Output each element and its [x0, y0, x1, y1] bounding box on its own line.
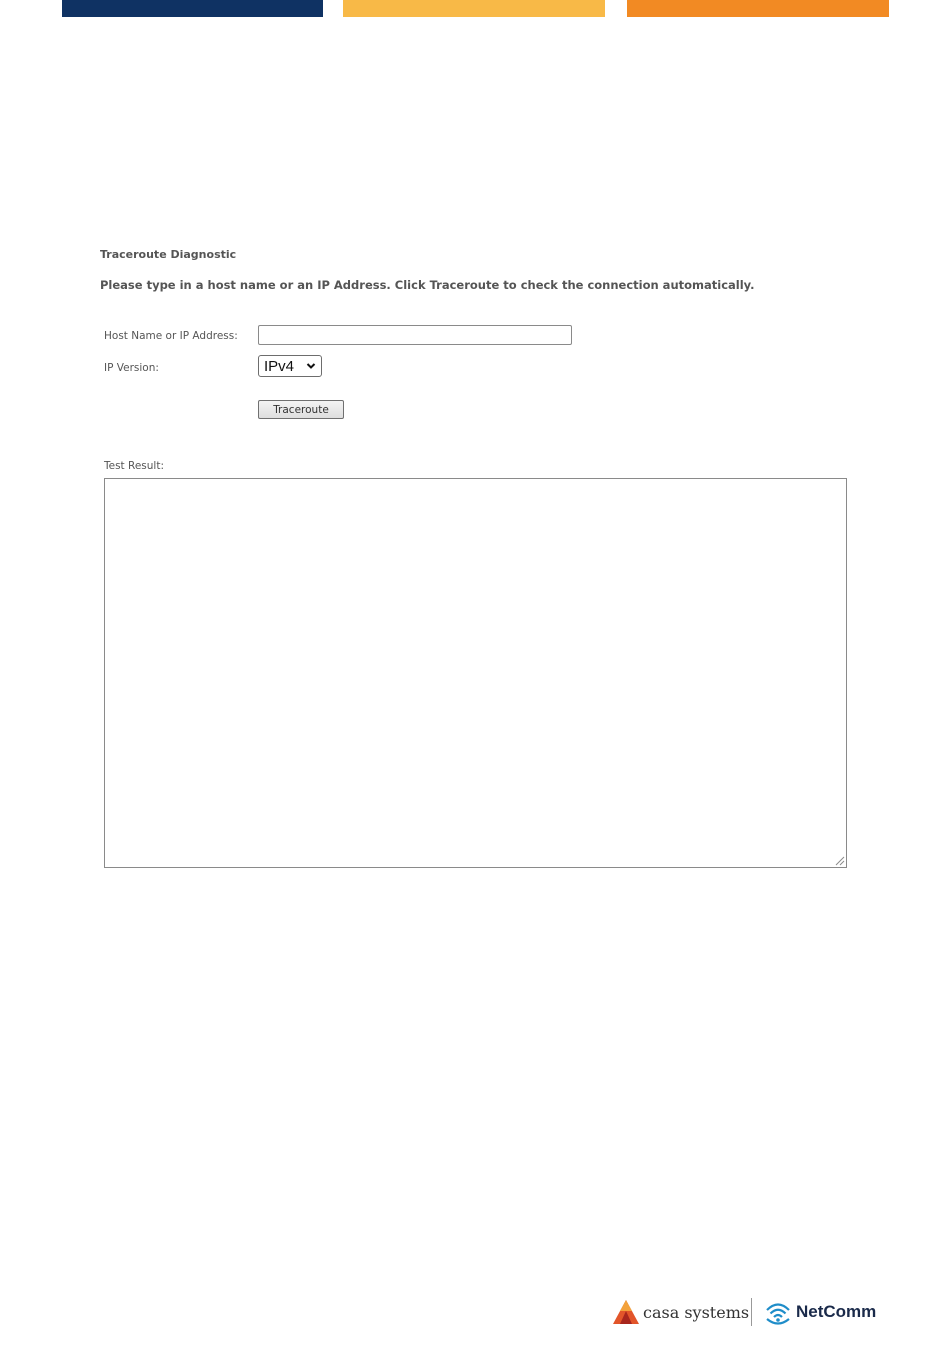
ip-version-select[interactable]: [258, 355, 322, 377]
instructions-text: Please type in a host name or an IP Address. Click Traceroute to check the connection automatically.: [100, 278, 755, 292]
chevron-down-icon: [306, 361, 316, 371]
host-label: Host Name or IP Address:: [104, 330, 238, 342]
header-band-navy: [62, 0, 323, 17]
casa-logo-text: casa systems: [643, 1302, 750, 1322]
logo-divider: [751, 1298, 752, 1326]
ip-version-selected-value: IPv4: [264, 357, 295, 375]
traceroute-button[interactable]: Traceroute: [258, 400, 344, 419]
netcomm-logo-text: NetComm: [796, 1302, 877, 1321]
header-band-yellow: [343, 0, 605, 17]
casa-triangle-icon: [612, 1298, 640, 1326]
ip-version-label: IP Version:: [104, 362, 159, 374]
host-input[interactable]: [258, 325, 572, 345]
wifi-signal-icon: [764, 1298, 792, 1326]
resize-handle-icon[interactable]: [834, 855, 845, 866]
header-band-orange: [627, 0, 889, 17]
test-result-textarea[interactable]: [104, 478, 847, 868]
netcomm-logo: [764, 1297, 876, 1327]
test-result-label: Test Result:: [104, 460, 164, 472]
casa-systems-logo: [612, 1297, 749, 1327]
page-title: Traceroute Diagnostic: [100, 248, 237, 261]
